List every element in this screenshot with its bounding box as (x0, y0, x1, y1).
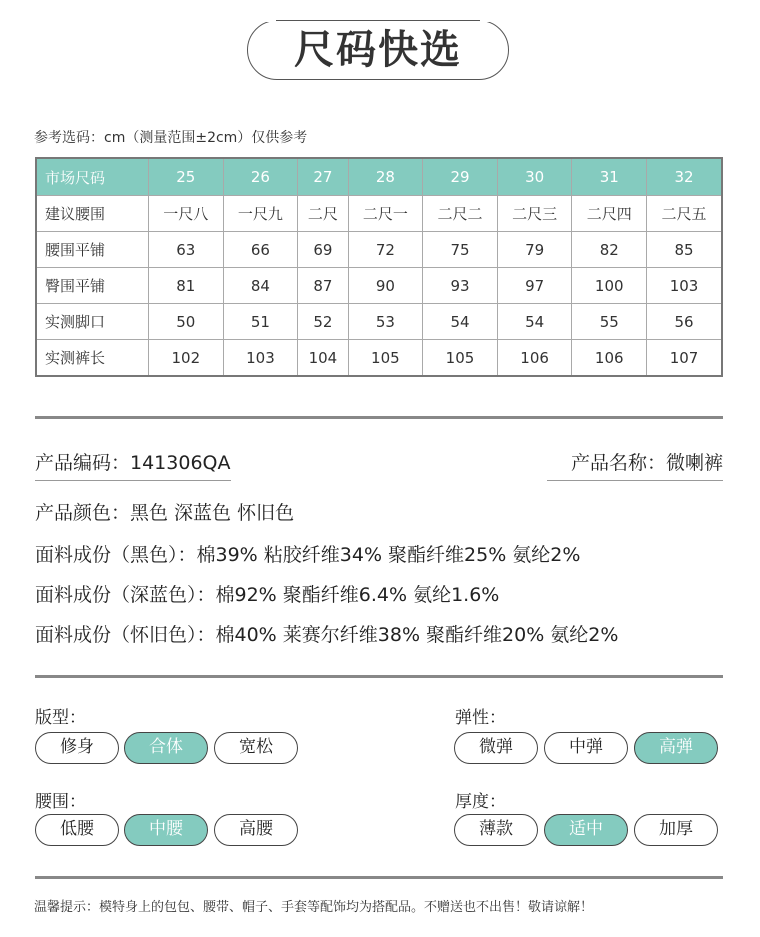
header-cell: 27 (298, 158, 348, 196)
elasticity-label: 弹性： (455, 708, 506, 728)
header-cell: 32 (647, 158, 722, 196)
table-row (36, 304, 722, 340)
table-cell: 二尺二 (423, 196, 498, 232)
table-cell: 52 (298, 304, 348, 340)
elasticity-option-high[interactable]: 高弹 (634, 732, 718, 764)
table-cell: 54 (423, 304, 498, 340)
row-label: 实测脚口 (36, 304, 149, 340)
reference-note: 参考选码：cm（测量范围±2cm）仅供参考 (34, 130, 308, 146)
title-banner (247, 20, 509, 80)
row-label: 腰围平铺 (36, 232, 149, 268)
table-cell: 二尺一 (348, 196, 423, 232)
table-row (36, 196, 722, 232)
thickness-option-medium[interactable]: 适中 (544, 814, 628, 846)
header-cell: 25 (149, 158, 224, 196)
table-cell: 100 (572, 268, 647, 304)
row-label: 臀围平铺 (36, 268, 149, 304)
table-cell: 51 (223, 304, 298, 340)
table-cell: 106 (572, 340, 647, 377)
waist-label: 腰围： (35, 792, 86, 812)
table-cell: 103 (647, 268, 722, 304)
thickness-option-thick[interactable]: 加厚 (634, 814, 718, 846)
table-cell: 63 (149, 232, 224, 268)
header-cell: 市场尺码 (36, 158, 149, 196)
table-cell: 85 (647, 232, 722, 268)
elasticity-option-slight[interactable]: 微弹 (454, 732, 538, 764)
fit-option-loose[interactable]: 宽松 (214, 732, 298, 764)
header-cell: 31 (572, 158, 647, 196)
table-cell: 66 (223, 232, 298, 268)
table-cell: 81 (149, 268, 224, 304)
table-row (36, 340, 722, 377)
table-cell: 84 (223, 268, 298, 304)
table-cell: 107 (647, 340, 722, 377)
table-cell: 106 (497, 340, 572, 377)
divider (35, 416, 723, 419)
title-left-rule (216, 19, 276, 22)
fabric-vintage: 面料成份（怀旧色）：棉40% 莱赛尔纤维38% 聚酯纤维20% 氨纶2% (35, 624, 619, 646)
divider (35, 675, 723, 678)
header-cell: 29 (423, 158, 498, 196)
product-colors: 产品颜色：黑色 深蓝色 怀旧色 (35, 502, 295, 524)
table-header-row (36, 158, 722, 196)
page-title: 尺码快选 (294, 27, 462, 73)
product-code: 产品编码：141306QA (35, 452, 231, 474)
product-name-underline (547, 480, 723, 481)
waist-option-high[interactable]: 高腰 (214, 814, 298, 846)
table-cell: 二尺四 (572, 196, 647, 232)
product-name: 产品名称：微喇裤 (570, 452, 723, 474)
table-cell: 56 (647, 304, 722, 340)
table-cell: 一尺九 (223, 196, 298, 232)
table-cell: 72 (348, 232, 423, 268)
footer-note: 温馨提示：模特身上的包包、腰带、帽子、手套等配饰均为搭配品。不赠送也不出售！敬请谅解！ (34, 900, 594, 915)
size-table (35, 157, 723, 377)
table-cell: 二尺 (298, 196, 348, 232)
table-cell: 87 (298, 268, 348, 304)
table-cell: 105 (423, 340, 498, 377)
thickness-option-thin[interactable]: 薄款 (454, 814, 538, 846)
table-cell: 102 (149, 340, 224, 377)
table-row (36, 268, 722, 304)
table-cell: 103 (223, 340, 298, 377)
table-cell: 97 (497, 268, 572, 304)
header-cell: 28 (348, 158, 423, 196)
thickness-label: 厚度： (455, 792, 506, 812)
fit-label: 版型： (35, 708, 86, 728)
table-cell: 一尺八 (149, 196, 224, 232)
fabric-black: 面料成份（黑色）：棉39% 粘胶纤维34% 聚酯纤维25% 氨纶2% (35, 544, 581, 566)
table-cell: 104 (298, 340, 348, 377)
header-cell: 26 (223, 158, 298, 196)
table-cell: 55 (572, 304, 647, 340)
row-label: 实测裤长 (36, 340, 149, 377)
fit-option-regular[interactable]: 合体 (124, 732, 208, 764)
row-label: 建议腰围 (36, 196, 149, 232)
table-cell: 53 (348, 304, 423, 340)
table-cell: 105 (348, 340, 423, 377)
table-cell: 二尺三 (497, 196, 572, 232)
fit-option-slim[interactable]: 修身 (35, 732, 119, 764)
table-cell: 90 (348, 268, 423, 304)
title-right-rule (480, 19, 540, 22)
table-row (36, 232, 722, 268)
table-cell: 54 (497, 304, 572, 340)
table-cell: 50 (149, 304, 224, 340)
table-cell: 75 (423, 232, 498, 268)
elasticity-option-medium[interactable]: 中弹 (544, 732, 628, 764)
table-cell: 79 (497, 232, 572, 268)
table-cell: 二尺五 (647, 196, 722, 232)
table-cell: 69 (298, 232, 348, 268)
waist-option-mid[interactable]: 中腰 (124, 814, 208, 846)
table-cell: 82 (572, 232, 647, 268)
divider (35, 876, 723, 879)
product-code-underline (35, 480, 231, 481)
fabric-navy: 面料成份（深蓝色）：棉92% 聚酯纤维6.4% 氨纶1.6% (35, 584, 500, 606)
table-cell: 93 (423, 268, 498, 304)
waist-option-low[interactable]: 低腰 (35, 814, 119, 846)
header-cell: 30 (497, 158, 572, 196)
